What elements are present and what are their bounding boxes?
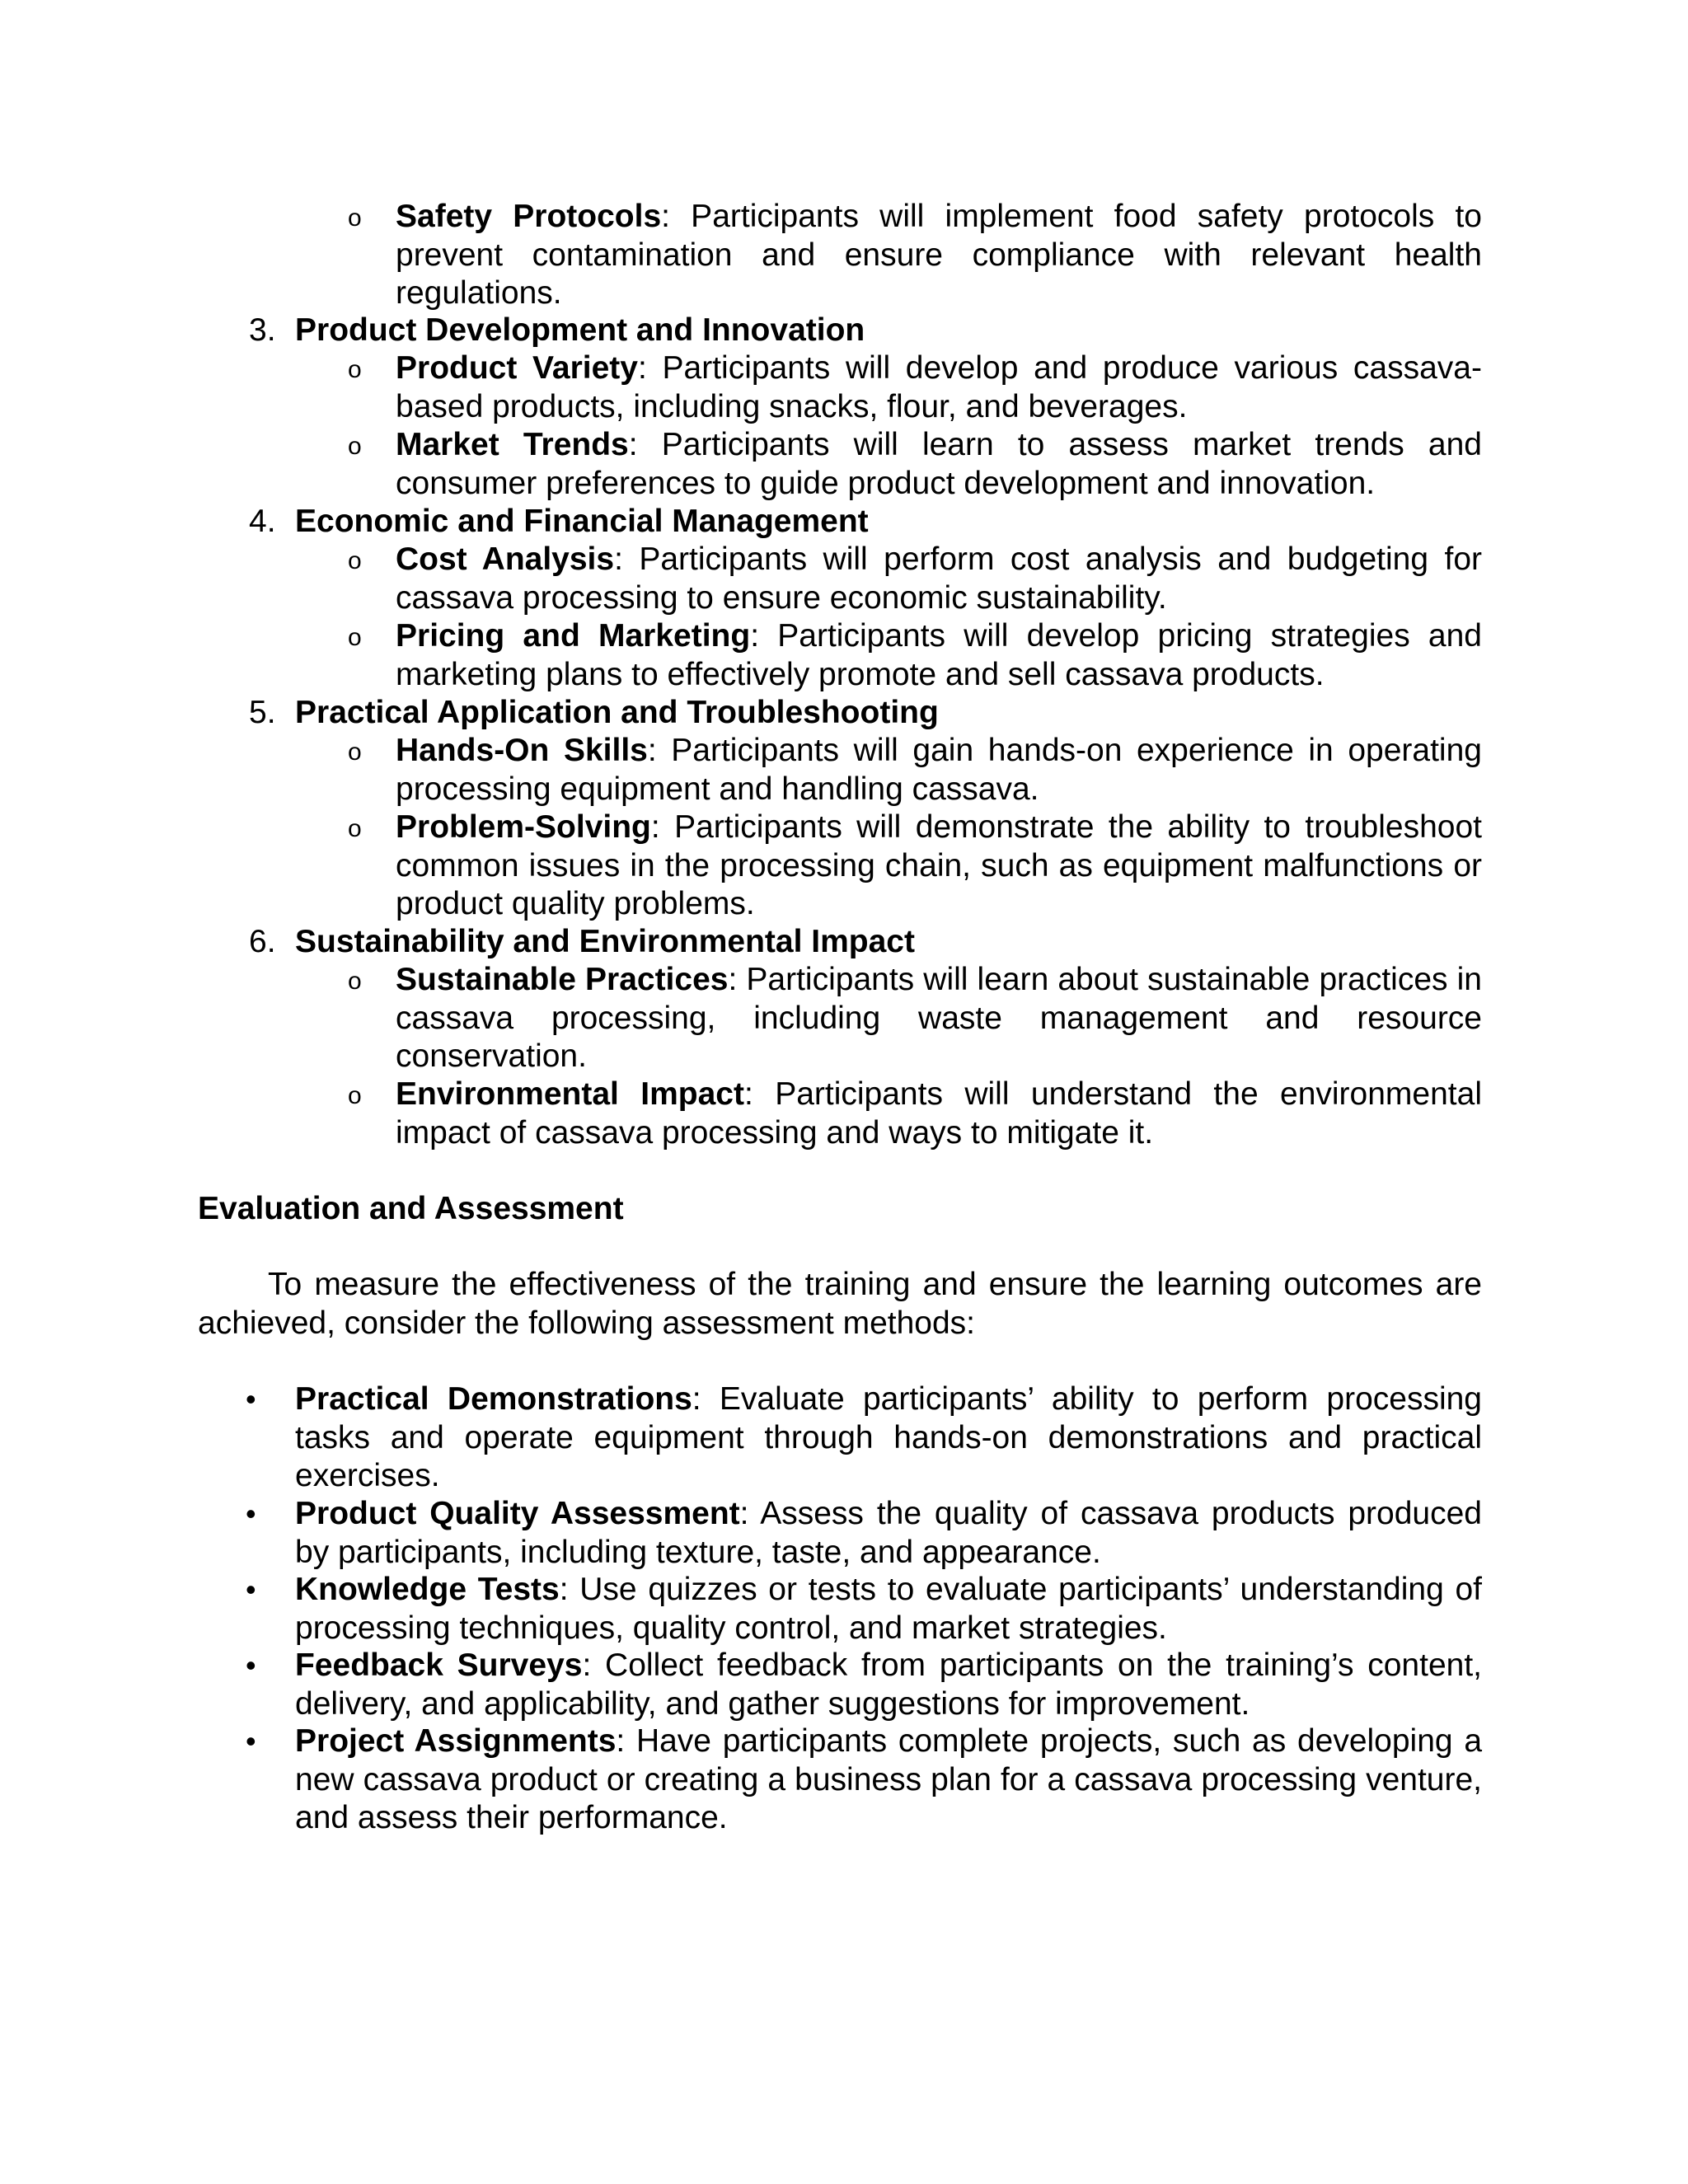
method-text: : Have participants complete projects, such as developing a new cassava product or creating a business plan for a cassava processing venture, and assess their performance. [295,1723,1483,1835]
outcome-hands-on-skills [348,732,1482,808]
outcome-text: : Participants will understand the environmental impact of cassava processing and ways to mitigate it. [396,1076,1482,1151]
outcome-text: : Participants will learn about sustainable practices in cassava processing, including waste management and resource conservation. [396,962,1482,1074]
outcome-term: Problem-Solving [396,809,651,845]
method-term: Product Quality Assessment [295,1496,740,1531]
outcome-product-variety [348,349,1482,426]
circle-bullet-icon: o [348,738,362,766]
bullet-icon: • [246,1648,256,1682]
method-text: : Collect feedback from participants on the training’s content, delivery, and applicability, and gather suggestions for improvement. [295,1647,1482,1722]
bullet-icon: • [246,1497,256,1530]
section-heading-4 [249,503,1482,541]
evaluation-intro: To measure the effectiveness of the training and ensure the learning outcomes are achieved, consider the following assessment methods: [198,1267,1482,1341]
outcome-term: Product Variety [396,350,638,386]
outcome-term: Market Trends [396,427,629,462]
list-number: 6. [249,924,276,959]
outcome-market-trends [348,426,1482,503]
outcome-text: : Participants will demonstrate the ability to troubleshoot common issues in the processing chain, such as equipment malfunctions or product quality problems. [396,809,1482,921]
outcome-text: : Participants will develop and produce various cassava-based products, including snacks, flour, and beverages. [396,350,1482,424]
outcome-safety-protocols [348,198,1482,313]
method-feedback-surveys [246,1647,1482,1723]
section-heading-5 [249,694,1482,733]
method-knowledge-tests [246,1571,1482,1647]
list-number: 3. [249,312,276,348]
circle-bullet-icon: o [348,624,362,651]
circle-bullet-icon: o [348,968,362,995]
outcome-term: Safety Protocols [396,199,662,234]
bullet-icon: • [246,1572,256,1606]
outcome-text: : Participants will perform cost analysis and budgeting for cassava processing to ensure economic sustainability. [396,541,1482,616]
method-term: Practical Demonstrations [295,1381,692,1417]
list-number: 4. [249,504,276,539]
method-project-assignments [246,1722,1483,1838]
method-term: Project Assignments [295,1723,617,1759]
method-practical-demonstrations [246,1380,1482,1496]
section-title: Practical Application and Troubleshooting [295,695,939,730]
outcome-cost-analysis [348,541,1482,617]
circle-bullet-icon: o [348,204,362,232]
method-text: : Assess the quality of cassava products produced by participants, including texture, taste, and appearance. [295,1496,1482,1570]
circle-bullet-icon: o [348,1082,362,1109]
evaluation-heading: Evaluation and Assessment [198,1191,624,1226]
list-number: 5. [249,695,276,730]
bullet-icon: • [246,1724,256,1758]
circle-bullet-icon: o [348,433,362,460]
outcome-term: Pricing and Marketing [396,618,751,654]
outcome-sustainable-practices [348,961,1482,1076]
outcome-term: Sustainable Practices [396,962,729,997]
outcome-text: : Participants will develop pricing strategies and marketing plans to effectively promote and sell cassava products. [396,618,1483,692]
section-title: Economic and Financial Management [295,504,869,539]
method-text: : Use quizzes or tests to evaluate participants’ understanding of processing techniques, quality control, and market strategies. [295,1572,1482,1646]
method-text: : Evaluate participants’ ability to perform processing tasks and operate equipment through hands-on demonstrations and practical exercises. [295,1381,1482,1493]
outcome-term: Cost Analysis [396,541,615,577]
section-title: Sustainability and Environmental Impact [295,924,915,959]
circle-bullet-icon: o [348,815,362,842]
circle-bullet-icon: o [348,356,362,383]
bullet-icon: • [246,1382,256,1416]
outcome-term: Environmental Impact [396,1076,744,1112]
outcome-pricing-marketing [348,617,1483,694]
circle-bullet-icon: o [348,547,362,574]
method-term: Feedback Surveys [295,1647,583,1683]
method-term: Knowledge Tests [295,1572,560,1607]
section-title: Product Development and Innovation [295,312,865,348]
section-heading-6 [249,923,1482,962]
outcome-text: : Participants will learn to assess market trends and consumer preferences to guide product development and innovation. [396,427,1482,501]
outcome-text: : Participants will gain hands-on experience in operating processing equipment and handling cassava. [396,733,1482,807]
outcome-text: : Participants will implement food safety protocols to prevent contamination and ensure compliance with relevant health regulations. [396,199,1482,311]
outcome-term: Hands-On Skills [396,733,648,768]
outcome-environmental-impact [348,1076,1482,1152]
outcome-problem-solving [348,808,1482,924]
section-heading-3 [249,312,1482,350]
method-product-quality [246,1495,1482,1572]
